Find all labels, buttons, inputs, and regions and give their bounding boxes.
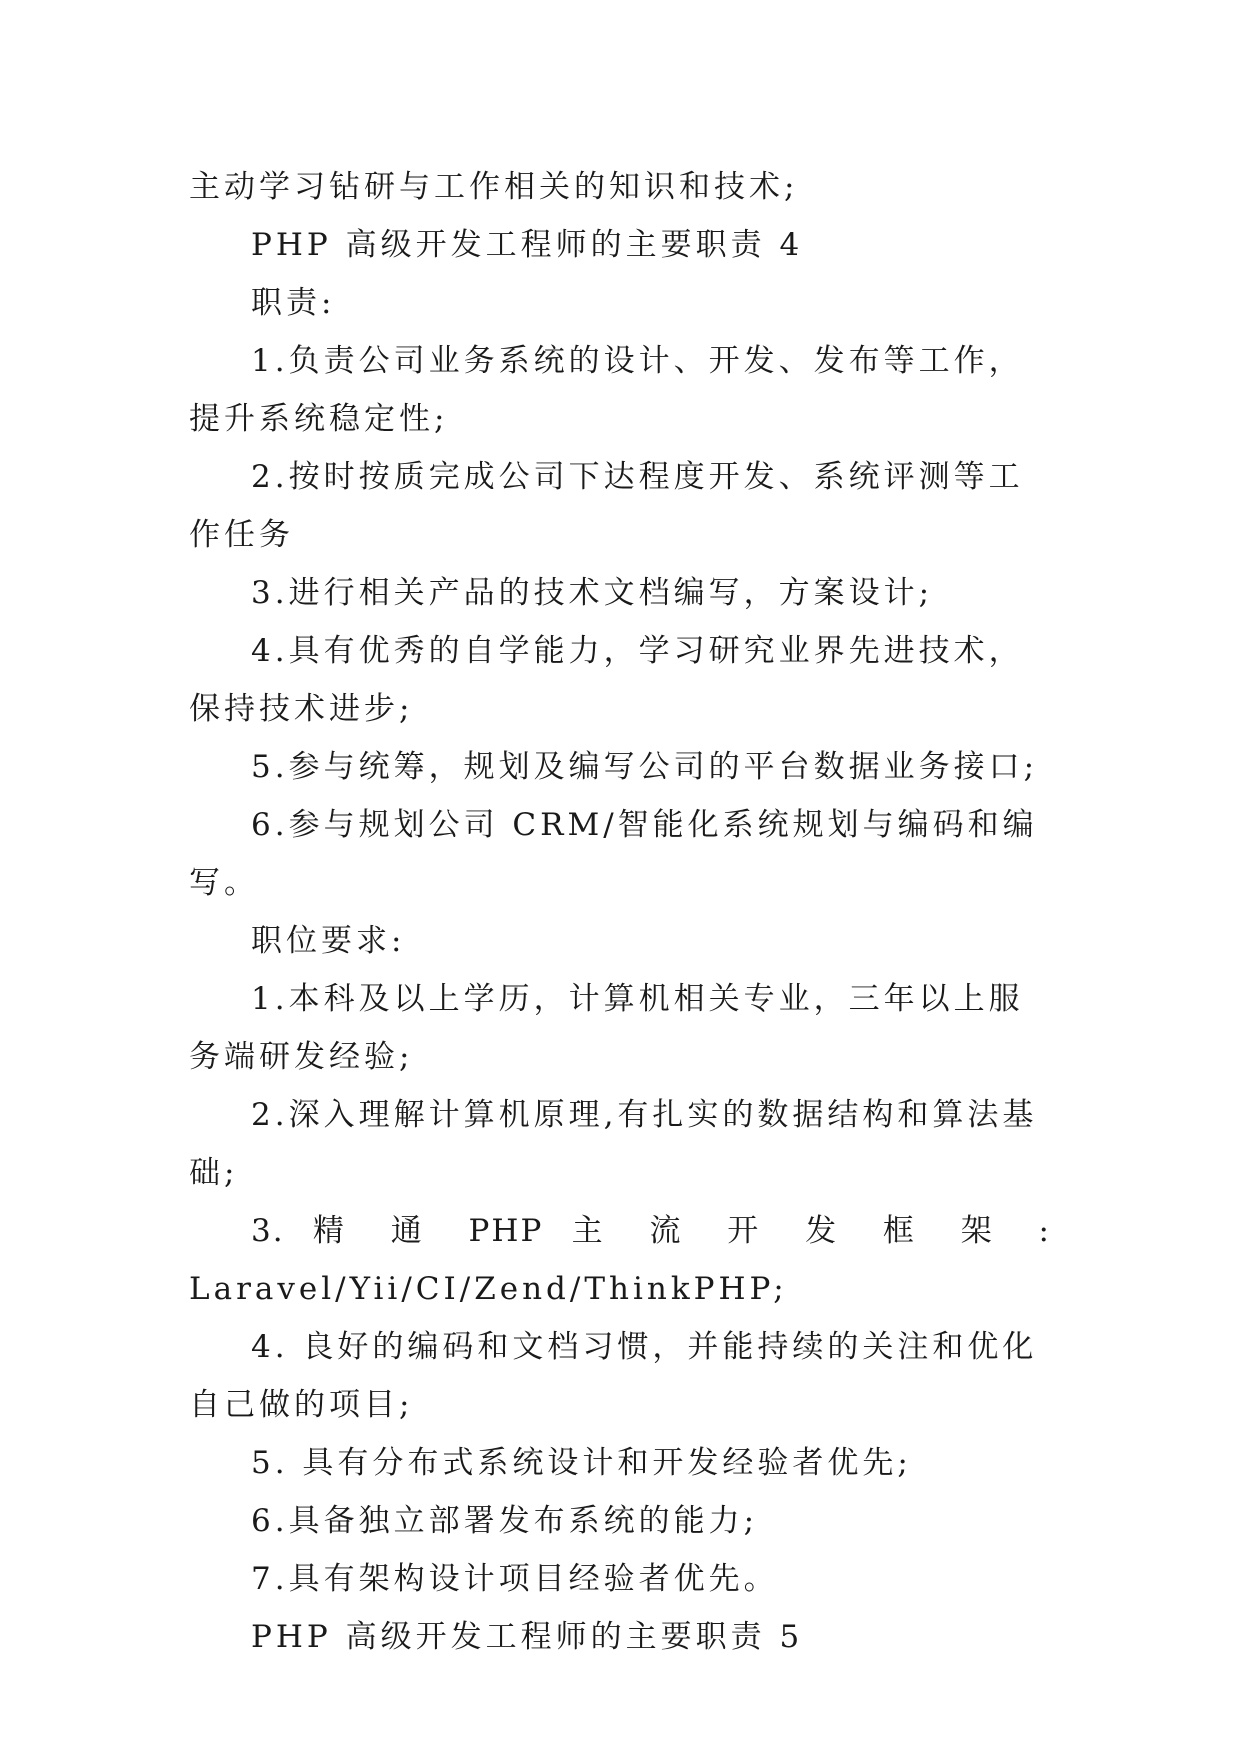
list-item: 6.具备独立部署发布系统的能力; [251, 1503, 759, 1539]
section-heading: PHP 高级开发工程师的主要职责 5 [251, 1619, 804, 1655]
list-item: 4. 良好的编码和文档习惯，并能持续的关注和优化自己做的项目; [189, 1329, 1038, 1423]
list-item-continuation: Laravel/Yii/CI/Zend/ThinkPHP; [189, 1271, 788, 1307]
subheading: 职责: [251, 285, 336, 321]
list-item: 6.参与规划公司 CRM/智能化系统规划与编码和编写。 [189, 807, 1038, 901]
list-item: 2.按时按质完成公司下达程度开发、系统评测等工作任务 [189, 459, 1024, 553]
list-item: 1.本科及以上学历，计算机相关专业，三年以上服务端研发经验; [189, 981, 1024, 1075]
list-item: 3. 精 通 PHP 主 流 开 发 框 架 : [251, 1213, 1051, 1249]
subheading: 职位要求: [251, 923, 406, 959]
list-item: 3.进行相关产品的技术文档编写，方案设计; [251, 575, 934, 611]
list-item: 5. 具有分布式系统设计和开发经验者优先; [251, 1445, 912, 1481]
document-body [189, 158, 1051, 1666]
list-item: 7.具有架构设计项目经验者优先。 [251, 1561, 779, 1597]
list-item: 1.负责公司业务系统的设计、开发、发布等工作，提升系统稳定性; [189, 343, 1024, 437]
list-item: 5.参与统筹，规划及编写公司的平台数据业务接口; [251, 749, 1039, 785]
list-item: 4.具有优秀的自学能力，学习研究业界先进技术，保持技术进步; [189, 633, 1024, 727]
section-heading: PHP 高级开发工程师的主要职责 4 [251, 227, 804, 263]
paragraph: 主动学习钻研与工作相关的知识和技术; [189, 169, 799, 205]
list-item: 2.深入理解计算机原理,有扎实的数据结构和算法基础; [189, 1097, 1038, 1191]
